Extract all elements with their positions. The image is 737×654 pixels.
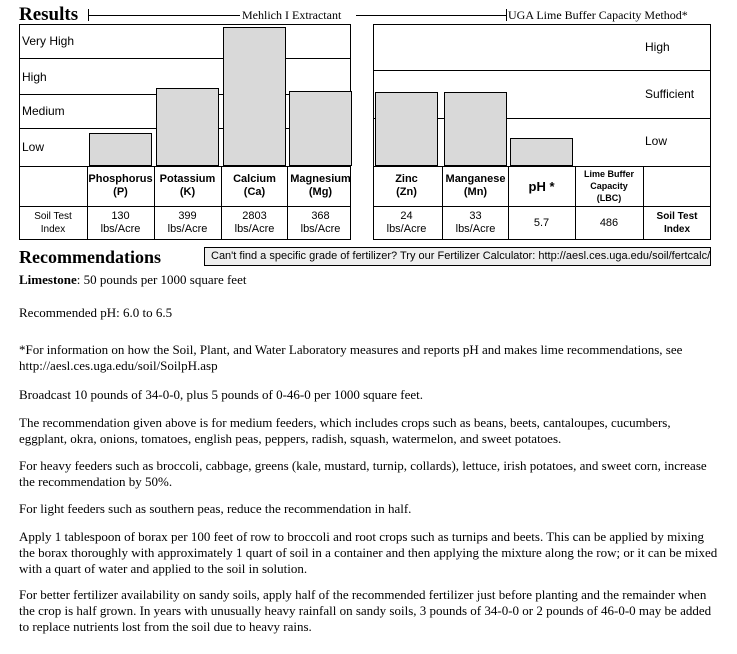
- right-nutrient-bar-2: [510, 138, 573, 166]
- level-low: Low: [22, 140, 45, 154]
- right-nutrient-value-1: 33 lbs/Acre: [455, 210, 496, 235]
- limestone-line: Limestone: 50 pounds per 1000 square feet: [19, 272, 247, 287]
- header-tick-right: [506, 9, 507, 21]
- right-nutrient-header-2: pH *: [528, 178, 555, 194]
- soil-test-index-label-left: Soil Test Index: [34, 211, 72, 235]
- recommended-ph: Recommended pH: 6.0 to 6.5: [19, 305, 173, 320]
- right-nutrient-bar-0: [375, 92, 438, 166]
- right-nutrient-bar-1: [444, 92, 507, 166]
- header-rule-left: [88, 15, 240, 16]
- broadcast-rec: Broadcast 10 pounds of 34-0-0, plus 5 pounds of 0-46-0 per 1000 square feet.: [19, 387, 424, 402]
- header-rule-mid: [356, 15, 506, 16]
- soil-test-index-label-right: Soil Test Index: [656, 211, 698, 235]
- right-nutrient-value-0: 24 lbs/Acre: [386, 210, 427, 235]
- extractant-label: Mehlich I Extractant: [242, 8, 342, 22]
- left-nutrient-bar-1: [156, 88, 219, 166]
- right-nutrient-value-2: 5.7: [533, 216, 550, 229]
- left-nutrient-bar-0: [89, 133, 152, 166]
- results-heading: Results: [19, 4, 79, 25]
- ph-info-note: *For information on how the Soil, Plant, and Water Laboratory measures and reports pH and makes lime recommendations, see http://aesl.ces.uga.edu/soil/SoilpH.asp: [19, 342, 683, 373]
- right-level-low: Low: [645, 134, 668, 148]
- left-nutrient-header-3: Magnesium (Mg): [290, 173, 351, 198]
- borax-note: Apply 1 tablespoon of borax per 100 feet of row to broccoli and root crops such as turnips and beets. This can be applied by mixing the borax thoroughly with approximately 1 quart of soil in a container and then applying the mixture along the row; or it can be mixed with a quart of water and applied to the soil in solution.: [19, 529, 718, 576]
- level-high: High: [22, 70, 47, 84]
- left-nutrient-header-0: Phosphorus (P): [88, 173, 153, 198]
- medium-feeders-note: The recommendation given above is for medium feeders, which includes crops such as beans, beets, cantaloupes, cucumbers, eggplant, okra, onions, tomatoes, english peas, peppers, radish, squash, watermelon, and sweet potatoes.: [19, 415, 671, 446]
- left-nutrient-value-0: 130 lbs/Acre: [100, 210, 141, 235]
- left-nutrient-header-2: Calcium (Ca): [233, 173, 276, 198]
- fertilizer-calculator-note[interactable]: Can't find a specific grade of fertilizer? Try our Fertilizer Calculator: http://aesl.ces.uga.edu/soil/fertcalc/: [204, 247, 711, 266]
- level-very-high: Very High: [22, 34, 75, 48]
- sandy-soils-note: For better fertilizer availability on sandy soils, apply half of the recommended fertilizer just before planting and the remainder when the crop is half grown. In years with unusually heavy rainfall on sandy soils, 3 pounds of 34-0-0 or 2 pounds of 46-0-0 may be added to replace nutrients lost from the soil due to heavy rains.: [19, 587, 712, 634]
- left-nutrient-header-1: Potassium (K): [159, 173, 216, 198]
- lime-method-label: UGA Lime Buffer Capacity Method*: [508, 8, 688, 22]
- right-nutrient-header-0: Zinc (Zn): [395, 173, 418, 198]
- heavy-feeders-note: For heavy feeders such as broccoli, cabbage, greens (kale, mustard, turnip, collards), lettuce, irish potatoes, and sweet corn, increase the recommendation by 50%.: [19, 458, 707, 489]
- left-nutrient-value-2: 2803 lbs/Acre: [234, 210, 275, 235]
- lbc-value: 486: [599, 216, 619, 229]
- left-nutrient-bar-2: [223, 27, 286, 166]
- lbc-header: Lime Buffer Capacity (LBC): [583, 169, 634, 203]
- left-nutrient-value-1: 399 lbs/Acre: [167, 210, 208, 235]
- right-level-high: High: [645, 40, 670, 54]
- right-nutrient-header-1: Manganese (Mn): [445, 173, 506, 198]
- recommendations-heading: Recommendations: [19, 247, 161, 267]
- light-feeders-note: For light feeders such as southern peas, reduce the recommendation in half.: [19, 501, 412, 516]
- left-nutrient-bar-3: [289, 91, 352, 166]
- left-nutrient-value-3: 368 lbs/Acre: [300, 210, 341, 235]
- level-medium: Medium: [22, 104, 65, 118]
- right-level-sufficient: Sufficient: [645, 87, 695, 101]
